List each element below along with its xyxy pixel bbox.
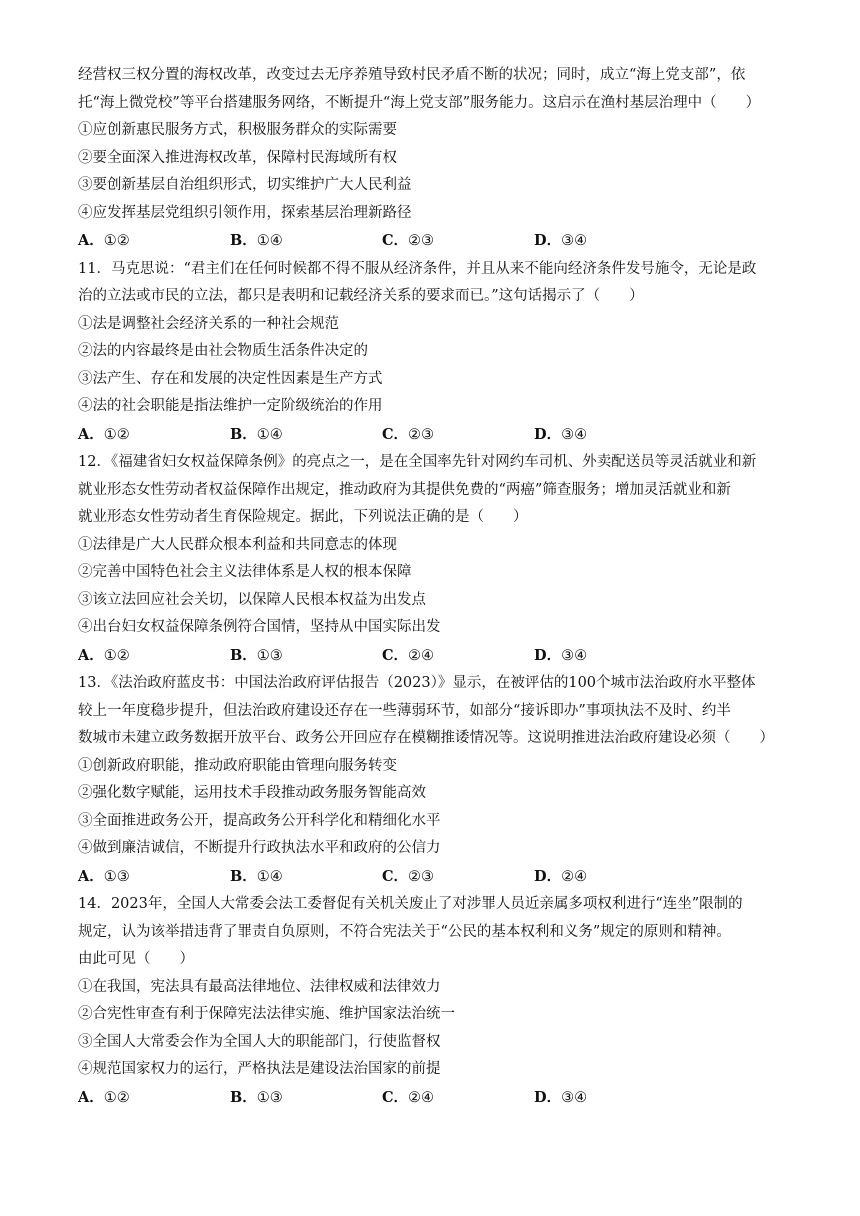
choice-c: C．②③ [382,867,435,885]
choice-a: A．①③ [78,867,130,885]
choice-a: A．①② [78,646,130,664]
question-stem-line: 就业形态女性劳动者权益保障作出规定，推动政府为其提供免费的“两癌”筛查服务；增加灵活就业和新 [78,481,731,498]
question-stem-line: 较上一年度稳步提升，但法治政府建设还存在一些薄弱环节，如部分“接诉即办”事项执法不及时、约半 [78,702,731,719]
question-stem-line: 11．马克思说：“君主们在任何时候都不得不服从经济条件，并且从来不能向经济条件发号施令，无论是政 [78,260,757,277]
statement-option-1: ①法是调整社会经济关系的一种社会规范 [78,315,339,332]
choice-d: D．③④ [534,425,588,443]
choice-b: B．①④ [230,867,283,885]
statement-option-1: ①法律是广大人民群众根本利益和共同意志的体现 [78,536,397,553]
question-stem-line: 由此可见（ ） [78,951,194,967]
question-stem-line: 治的立法或市民的立法，都只是表明和记载经济关系的要求而已。”这句话揭示了（ ） [78,288,644,304]
statement-option-2: ②合宪性审查有利于保障宪法法律实施、维护国家法治统一 [78,1006,455,1022]
statement-option-2: ②要全面深入推进海权改革，保障村民海域所有权 [78,149,397,166]
answer-choices [78,642,788,671]
question-stem-line: 14．2023年，全国人大常委会法工委督促有关机关废止了对涉罪人员近亲属多项权利进行“连坐”限制的 [78,896,743,912]
question-10 [78,62,788,256]
statement-option-4: ④法的社会职能是指法维护一定阶级统治的作用 [78,398,383,414]
question-stem-line: 数城市未建立政务数据开放平台、政务公开回应存在模糊推诿情况等。这说明推进法治政府建设必须（ ） [78,730,774,746]
statement-option-1: ①在我国，宪法具有最高法律地位、法律权威和法律效力 [78,978,441,995]
statement-option-1: ①应创新惠民服务方式，积极服务群众的实际需要 [78,122,397,138]
question-stem-line: 托“海上微党校”等平台搭建服务网络，不断提升“海上党支部”服务能力。这启示在渔村基层治理中（ ） [78,94,761,111]
question-stem-line: 12．《福建省妇女权益保障条例》的亮点之一，是在全国率先针对网约车司机、外卖配送员等灵活就业和新 [78,454,757,470]
choice-c: C．②③ [382,232,435,249]
statement-option-4: ④出台妇女权益保障条例符合国情，坚持从中国实际出发 [78,619,441,635]
choice-b: B．①④ [230,425,283,443]
statement-option-3: ③要创新基层自治组织形式，切实维护广大人民利益 [78,177,412,193]
answer-choices [78,1084,788,1113]
choice-c: C．②④ [382,1088,435,1106]
question-11 [78,256,788,450]
choice-a: A．①② [78,1088,130,1106]
statement-option-1: ①创新政府职能，推动政府职能由管理向服务转变 [78,757,397,774]
question-13 [78,670,788,891]
choice-d: D．③④ [534,1088,588,1106]
question-stem-line: 经营权三权分置的海权改革，改变过去无序养殖导致村民矛盾不断的状况；同时，成立“海上党支部”，依 [78,67,746,83]
statement-option-3: ③法产生、存在和发展的决定性因素是生产方式 [78,370,383,387]
choice-a: A．①② [78,232,130,249]
choice-d: D．②④ [534,867,588,885]
question-14 [78,891,788,1112]
statement-option-3: ③该立法回应社会关切，以保障人民根本权益为出发点 [78,591,426,608]
statement-option-4: ④做到廉洁诚信，不断提升行政执法水平和政府的公信力 [78,840,441,856]
question-12 [78,449,788,670]
answer-choices [78,421,788,450]
answer-choices [78,227,788,256]
choice-d: D．③④ [534,646,588,664]
choice-b: B．①④ [230,232,283,249]
answer-choices [78,863,788,892]
question-stem-line: 就业形态女性劳动者生育保险规定。据此，下列说法正确的是（ ） [78,509,528,525]
statement-option-3: ③全国人大常委会作为全国人大的职能部门，行使监督权 [78,1033,441,1050]
choice-b: B．①③ [230,646,283,664]
choice-c: C．②③ [382,425,435,443]
question-stem-line: 13．《法治政府蓝皮书：中国法治政府评估报告（2023）》显示，在被评估的100个城市法治政府水平整体 [78,675,756,691]
statement-option-2: ②法的内容最终是由社会物质生活条件决定的 [78,343,368,359]
statement-option-4: ④应发挥基层党组织引领作用，探索基层治理新路径 [78,204,412,221]
statement-option-2: ②强化数字赋能，运用技术手段推动政务服务智能高效 [78,785,426,801]
question-stem-line: 规定，认为该举措违背了罪责自负原则，不符合宪法关于“公民的基本权利和义务”规定的原则和精神。 [78,923,731,940]
choice-a: A．①② [78,425,130,443]
choice-b: B．①③ [230,1088,283,1106]
choice-c: C．②④ [382,646,435,664]
statement-option-2: ②完善中国特色社会主义法律体系是人权的根本保障 [78,564,412,580]
choice-d: D．③④ [534,232,588,249]
statement-option-4: ④规范国家权力的运行，严格执法是建设法治国家的前提 [78,1061,441,1077]
statement-option-3: ③全面推进政务公开，提高政务公开科学化和精细化水平 [78,812,441,829]
